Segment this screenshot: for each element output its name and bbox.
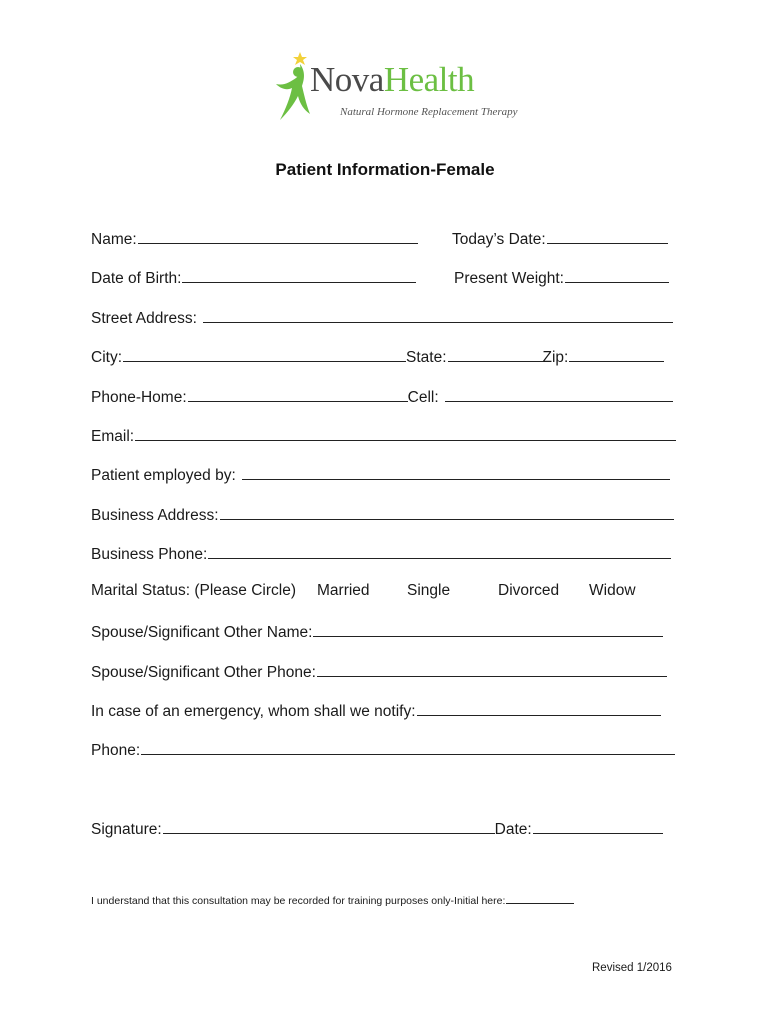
email-label: Email: <box>91 428 135 445</box>
marital-option-widow[interactable]: Widow <box>589 582 636 599</box>
todays-date-row <box>452 229 668 248</box>
spouse-phone-label: Spouse/Significant Other Phone: <box>91 664 316 681</box>
city-row <box>91 347 664 366</box>
signature-date-label: Date: <box>494 821 532 838</box>
spouse-phone-row <box>91 662 667 681</box>
spouse-phone-field[interactable] <box>317 662 667 677</box>
phone-home-row <box>91 387 673 406</box>
marital-status-label: Marital Status: (Please Circle) <box>91 582 297 599</box>
consent-note <box>91 894 574 907</box>
emergency-field[interactable] <box>417 701 661 716</box>
business-address-row <box>91 505 674 524</box>
business-phone-row <box>91 544 671 563</box>
spouse-name-row <box>91 622 663 641</box>
spouse-name-label: Spouse/Significant Other Name: <box>91 624 313 641</box>
street-row <box>91 308 673 327</box>
signature-date-field[interactable] <box>533 819 663 834</box>
consent-text: I understand that this consultation may be recorded for training purposes only-Initial here: <box>91 895 506 907</box>
logo-wordmark <box>310 62 474 97</box>
marital-option-divorced[interactable]: Divorced <box>498 582 560 599</box>
weight-field[interactable] <box>565 268 669 283</box>
business-address-field[interactable] <box>220 505 674 520</box>
state-label: State: <box>406 349 447 366</box>
business-address-label: Business Address: <box>91 507 219 524</box>
signature-row <box>91 819 663 838</box>
emergency-label: In case of an emergency, whom shall we notify: <box>91 703 416 720</box>
marital-status-row <box>91 583 671 603</box>
emergency-phone-row <box>91 740 675 759</box>
dob-field[interactable] <box>182 268 416 283</box>
dob-label: Date of Birth: <box>91 270 182 287</box>
email-row <box>91 426 676 445</box>
phone-home-field[interactable] <box>188 387 408 402</box>
signature-field[interactable] <box>163 819 495 834</box>
marital-option-married[interactable]: Married <box>317 582 370 599</box>
employer-label: Patient employed by: <box>91 467 236 484</box>
cell-field[interactable] <box>445 387 673 402</box>
novahealth-logo <box>270 50 518 124</box>
logo-brand-part2: Health <box>383 60 475 99</box>
street-field[interactable] <box>203 308 673 323</box>
name-row <box>91 229 418 248</box>
emergency-phone-label: Phone: <box>91 742 141 759</box>
person-reaching-star-icon <box>270 50 314 124</box>
employer-field[interactable] <box>242 465 670 480</box>
city-label: City: <box>91 349 122 366</box>
signature-label: Signature: <box>91 821 162 838</box>
todays-date-label: Today’s Date: <box>452 231 546 248</box>
todays-date-field[interactable] <box>547 229 668 244</box>
zip-label: Zip: <box>542 349 569 366</box>
form-title: Patient Information-Female <box>275 160 495 179</box>
email-field[interactable] <box>135 426 676 441</box>
spouse-name-field[interactable] <box>313 622 663 637</box>
weight-row <box>454 268 669 287</box>
cell-label: Cell: <box>407 389 439 406</box>
emergency-row <box>91 701 661 720</box>
emergency-phone-field[interactable] <box>141 740 675 755</box>
business-phone-field[interactable] <box>208 544 671 559</box>
marital-option-single[interactable]: Single <box>407 582 451 599</box>
name-field[interactable] <box>138 229 418 244</box>
business-phone-label: Business Phone: <box>91 546 208 563</box>
employer-row <box>91 465 670 484</box>
revised-date: Revised 1/2016 <box>592 962 672 974</box>
logo-tagline: Natural Hormone Replacement Therapy <box>340 106 518 118</box>
name-label: Name: <box>91 231 137 248</box>
weight-label: Present Weight: <box>454 270 564 287</box>
zip-field[interactable] <box>569 347 664 362</box>
street-label: Street Address: <box>91 310 197 327</box>
city-field[interactable] <box>123 347 406 362</box>
logo-brand-part1: Nova <box>310 60 384 99</box>
state-field[interactable] <box>448 347 543 362</box>
phone-home-label: Phone-Home: <box>91 389 187 406</box>
dob-row <box>91 268 416 287</box>
initial-field[interactable] <box>506 894 574 904</box>
